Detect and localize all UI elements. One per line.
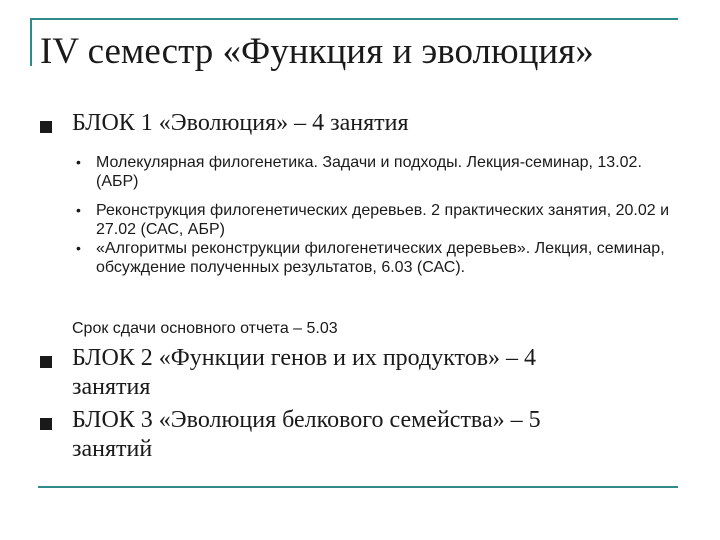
block3-heading-line1: БЛОК 3 «Эволюция белкового семейства» – 5 [72, 407, 541, 433]
block1-item-2: Реконструкция филогенетических деревьев. 2 практических занятия, 20.02 и 27.02 (САС, АБР) [96, 202, 670, 238]
slide-title: IV семестр «Функция и эволюция» [40, 31, 594, 72]
bullet-dot-icon: • [76, 240, 81, 256]
block1-item-1: Молекулярная филогенетика. Задачи и подходы. Лекция-семинар, 13.02. (АБР) [96, 154, 642, 190]
block2-heading-line2: занятия [72, 374, 151, 400]
bullet-dot-icon: • [76, 154, 81, 170]
bullet-dot-icon: • [76, 202, 81, 218]
bullet-square-icon [40, 356, 52, 368]
bullet-square-icon [40, 418, 52, 430]
frame-bottom-line [38, 486, 678, 488]
frame-top-line [30, 18, 678, 20]
frame-left-line [30, 18, 32, 66]
block1-heading: БЛОК 1 «Эволюция» – 4 занятия [72, 110, 409, 136]
bullet-square-icon [40, 121, 52, 133]
block2-heading-line1: БЛОК 2 «Функции генов и их продуктов» – 4 [72, 345, 537, 371]
deadline-text: Срок сдачи основного отчета – 5.03 [72, 320, 338, 337]
block1-item-3: «Алгоритмы реконструкции филогенетических деревьев». Лекция, семинар, обсуждение полученных результатов, 6.03 (САС). [96, 240, 665, 276]
block3-heading-line2: занятий [72, 436, 153, 462]
